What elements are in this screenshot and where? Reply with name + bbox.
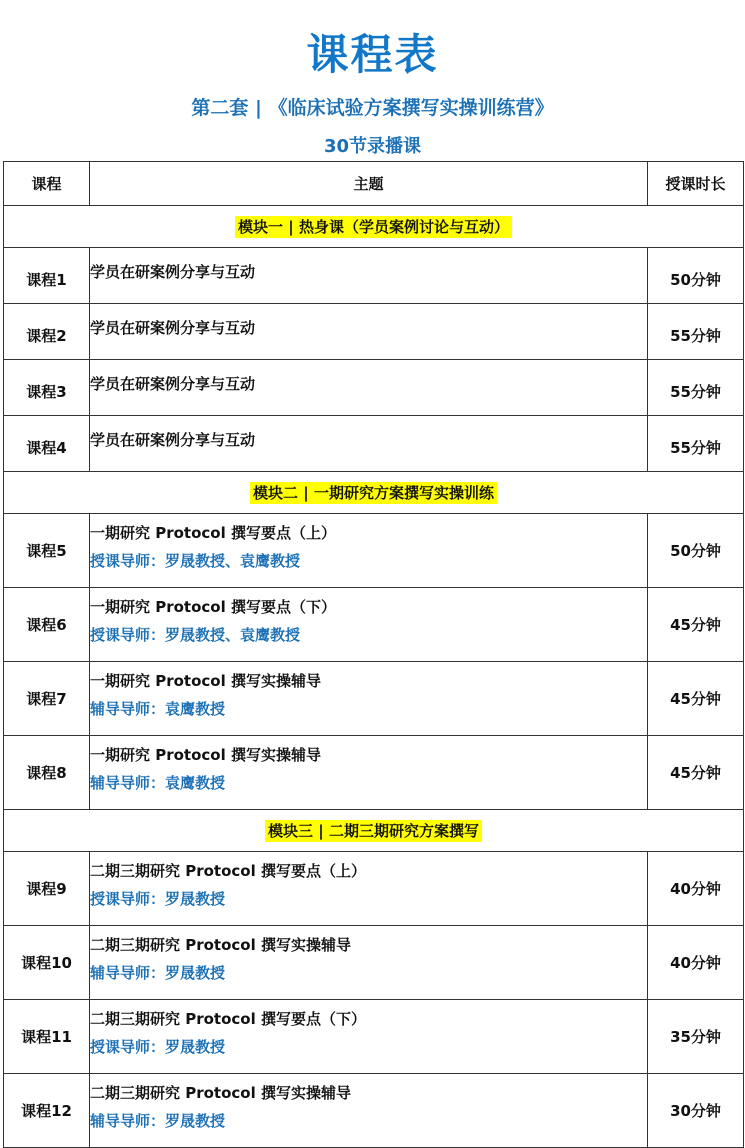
duration-cell: 45分钟 (648, 736, 744, 810)
page-title: 课程表 (306, 30, 439, 79)
course-cell: 课程6 (4, 588, 90, 662)
instructor-text: 辅导导师：罗晟教授 (90, 1112, 226, 1130)
topic-text: 一期研究 Protocol 撰写实操辅导 (90, 672, 321, 690)
duration-cell: 30分钟 (648, 1074, 744, 1148)
topic-cell (90, 926, 648, 1000)
table-row (4, 514, 744, 588)
topic-cell: 学员在研案例分享与互动 (90, 304, 648, 360)
page-subtitle: 第二套 | 《临床试验方案撰写实操训练营》 (191, 97, 554, 119)
table-row (4, 360, 744, 416)
duration-cell: 50分钟 (648, 514, 744, 588)
table-row (4, 736, 744, 810)
table-row (4, 926, 744, 1000)
table-row (4, 248, 744, 304)
course-cell: 课程12 (4, 1074, 90, 1148)
course-cell: 课程3 (4, 360, 90, 416)
topic-text: 一期研究 Protocol 撰写要点（下） (90, 598, 336, 616)
course-cell: 课程9 (4, 852, 90, 926)
course-cell: 课程5 (4, 514, 90, 588)
topic-text: 一期研究 Protocol 撰写要点（上） (90, 524, 336, 542)
topic-cell: 学员在研案例分享与互动 (90, 360, 648, 416)
session-count: 30节录播课 (323, 136, 422, 157)
topic-cell (90, 1074, 648, 1148)
instructor-text: 授课导师：罗晟教授、袁鹰教授 (90, 552, 301, 570)
table-row (4, 304, 744, 360)
module-row (4, 472, 744, 514)
topic-cell: 学员在研案例分享与互动 (90, 416, 648, 472)
module-title: 模块三 | 二期三期研究方案撰写 (265, 820, 482, 842)
module-title: 模块一 | 热身课（学员案例讨论与互动） (235, 216, 512, 238)
duration-cell: 55分钟 (648, 416, 744, 472)
duration-cell: 45分钟 (648, 588, 744, 662)
topic-text: 二期三期研究 Protocol 撰写实操辅导 (90, 1084, 351, 1102)
duration-cell: 50分钟 (648, 248, 744, 304)
course-cell: 课程7 (4, 662, 90, 736)
table-row (4, 588, 744, 662)
duration-cell: 45分钟 (648, 662, 744, 736)
course-cell: 课程4 (4, 416, 90, 472)
topic-text: 一期研究 Protocol 撰写实操辅导 (90, 746, 321, 764)
table-row (4, 852, 744, 926)
duration-cell: 55分钟 (648, 304, 744, 360)
course-cell: 课程11 (4, 1000, 90, 1074)
course-cell: 课程2 (4, 304, 90, 360)
topic-cell (90, 1000, 648, 1074)
instructor-text: 授课导师：罗晟教授 (90, 890, 226, 908)
table-row (4, 662, 744, 736)
course-cell: 课程10 (4, 926, 90, 1000)
topic-text: 二期三期研究 Protocol 撰写实操辅导 (90, 936, 351, 954)
topic-cell (90, 852, 648, 926)
module-row (4, 206, 744, 248)
topic-cell (90, 736, 648, 810)
duration-cell: 35分钟 (648, 1000, 744, 1074)
instructor-text: 授课导师：罗晟教授 (90, 1038, 226, 1056)
header-duration: 授课时长 (648, 162, 744, 206)
instructor-text: 辅导导师：罗晟教授 (90, 964, 226, 982)
table-row (4, 416, 744, 472)
table-row (4, 1074, 744, 1148)
topic-cell: 学员在研案例分享与互动 (90, 248, 648, 304)
table-header-row (4, 162, 744, 206)
duration-cell: 40分钟 (648, 852, 744, 926)
topic-text: 二期三期研究 Protocol 撰写要点（上） (90, 862, 366, 880)
module-title: 模块二 | 一期研究方案撰写实操训练 (250, 482, 497, 504)
header-topic: 主题 (90, 162, 648, 206)
duration-cell: 40分钟 (648, 926, 744, 1000)
schedule-table (3, 161, 744, 1148)
instructor-text: 授课导师：罗晟教授、袁鹰教授 (90, 626, 301, 644)
topic-cell (90, 662, 648, 736)
course-cell: 课程1 (4, 248, 90, 304)
duration-cell: 55分钟 (648, 360, 744, 416)
module-row (4, 810, 744, 852)
instructor-text: 辅导导师：袁鹰教授 (90, 774, 226, 792)
instructor-text: 辅导导师：袁鹰教授 (90, 700, 226, 718)
topic-text: 二期三期研究 Protocol 撰写要点（下） (90, 1010, 366, 1028)
topic-cell (90, 514, 648, 588)
topic-cell (90, 588, 648, 662)
header-course: 课程 (4, 162, 90, 206)
table-row (4, 1000, 744, 1074)
course-cell: 课程8 (4, 736, 90, 810)
